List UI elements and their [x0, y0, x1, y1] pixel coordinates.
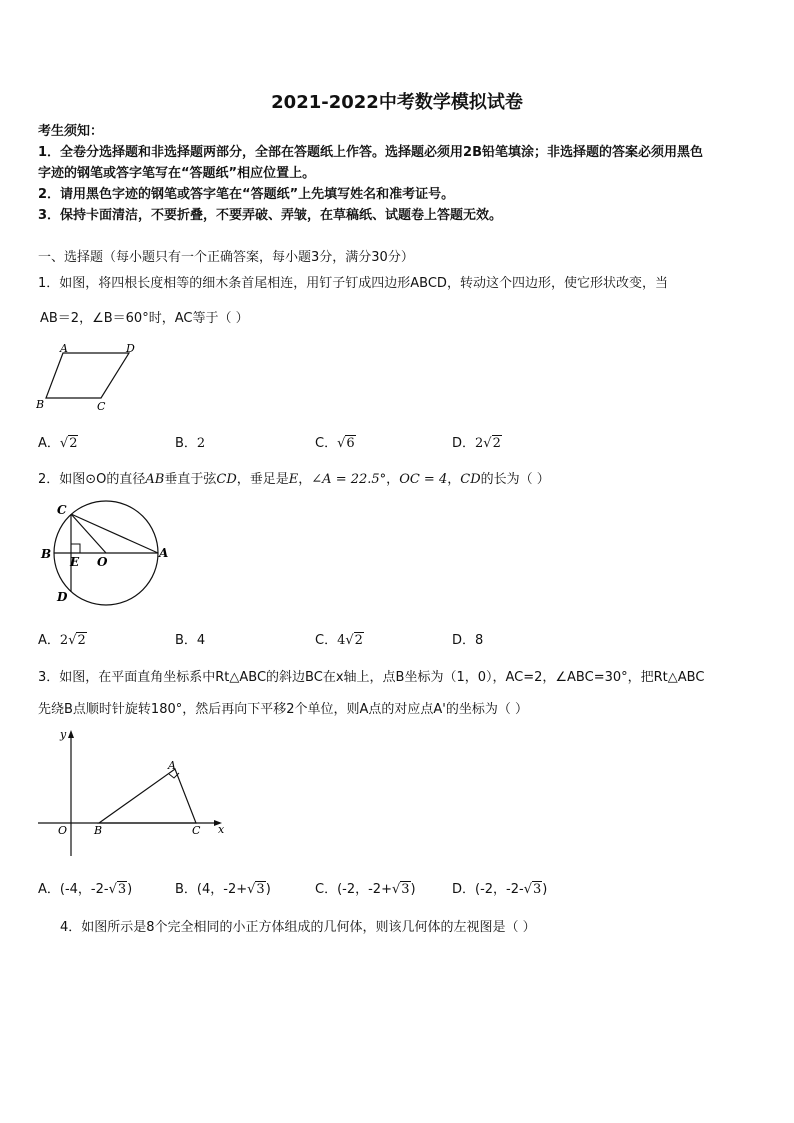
- q2-option-d-prefix: D．: [452, 633, 476, 648]
- q2-option-a-value: 2: [77, 633, 86, 648]
- q2-figure-circle: [36, 500, 176, 610]
- q1-option-d[interactable]: [452, 432, 502, 451]
- q1-option-d-prefix: D．: [452, 436, 476, 451]
- sqrt-icon: √2: [483, 436, 501, 451]
- notice-line-3: 2．请用黑色字迹的钢笔或答字笔在“答题纸”上先填写姓名和准考证号。: [38, 187, 455, 202]
- page-title: 2021-2022中考数学模拟试卷: [271, 92, 523, 113]
- q3-option-b-value: 3: [256, 882, 265, 897]
- q3-option-b-prefix: B．(4，-2+: [175, 882, 248, 897]
- q2-option-c-coef: 4: [337, 633, 346, 648]
- q2-option-b-value: 4: [196, 633, 206, 648]
- q3-line-2: 先绕B点顺时针旋转180°，然后再向下平移2个单位，则A点的对应点A'的坐标为（ ）: [38, 702, 528, 717]
- q3-option-d[interactable]: [452, 878, 547, 897]
- q3-label-c: C: [192, 824, 201, 837]
- q2-option-c[interactable]: [315, 629, 364, 648]
- q2-cd: CD: [216, 472, 237, 487]
- q1-line-1: 1．如图，将四根长度相等的细木条首尾相连，用钉子钉成四边形ABCD，转动这个四边形，使它形状改变，当: [38, 276, 668, 291]
- q2-text-c: ，垂足是: [236, 472, 289, 487]
- sqrt-icon: √3: [391, 882, 410, 897]
- notice-line-2: 字迹的钢笔或答字笔写在“答题纸”相应位置上。: [38, 166, 316, 181]
- q2-label-e: E: [70, 555, 80, 569]
- q2-sep-1: ，: [386, 472, 400, 487]
- q1-option-a[interactable]: [38, 432, 78, 451]
- q1-label-c: C: [97, 400, 106, 413]
- q2-option-a-coef: 2: [59, 633, 69, 648]
- q2-text-e: 的长为（ ）: [480, 472, 550, 487]
- q3-option-d-suffix: ): [542, 882, 548, 897]
- q1-option-c[interactable]: [315, 432, 356, 451]
- q2-ab: AB: [145, 472, 165, 487]
- q2-option-a-prefix: A．: [38, 633, 60, 648]
- q3-label-y: y: [60, 728, 67, 741]
- sqrt-icon: √3: [523, 882, 542, 897]
- q1-option-a-value: 2: [69, 436, 78, 451]
- q2-cd-2: CD: [460, 472, 481, 487]
- q2-label-o: O: [97, 555, 108, 569]
- sqrt-icon: √3: [108, 882, 127, 897]
- q1-option-b[interactable]: [175, 432, 205, 451]
- q3-option-a-suffix: ): [127, 882, 133, 897]
- q2-oc: OC = 4: [399, 472, 448, 487]
- q3-option-c[interactable]: [315, 878, 416, 897]
- q3-option-d-prefix: D．(-2，-2-: [452, 882, 524, 897]
- q2-option-a[interactable]: [38, 629, 87, 648]
- q3-option-a-value: 3: [117, 882, 127, 897]
- q1-option-d-value: 2: [492, 436, 501, 451]
- q1-figure-parallelogram: [36, 342, 146, 414]
- sqrt-icon: √3: [247, 882, 265, 897]
- notice-line-1: 1．全卷分选择题和非选择题两部分，全部在答题纸上作答。选择题必须用2B铅笔填涂；非选择题的答案必须用黑色: [38, 145, 704, 160]
- q1-option-c-value: 6: [346, 436, 355, 451]
- q3-option-a[interactable]: [38, 878, 132, 897]
- section-heading: 一、选择题（每小题只有一个正确答案，每小题3分，满分30分）: [38, 250, 414, 265]
- sqrt-icon: √2: [345, 633, 363, 648]
- q1-option-b-value: 2: [196, 436, 206, 451]
- q2-option-c-value: 2: [354, 633, 363, 648]
- notice-heading: 考生须知：: [38, 124, 104, 139]
- q2-label-d: D: [57, 590, 68, 604]
- q2-label-b: B: [41, 547, 52, 561]
- q2-option-b[interactable]: [175, 629, 205, 648]
- q3-option-a-prefix: A．(-4，-2-: [38, 882, 109, 897]
- q2-text-a: 2．如图⊙O的直径: [38, 472, 146, 487]
- q3-figure-coordinate: [36, 724, 236, 862]
- q1-line-2: AB＝2，∠B＝60°时，AC等于（ ）: [40, 311, 249, 326]
- q3-option-c-prefix: C．(-2，-2+: [315, 882, 392, 897]
- q2-option-b-prefix: B．: [175, 633, 197, 648]
- q2-option-d[interactable]: [452, 629, 483, 648]
- q3-label-a: A: [168, 759, 176, 772]
- q3-label-b: B: [94, 824, 103, 837]
- sqrt-icon: √2: [68, 633, 86, 648]
- q1-label-b: B: [36, 398, 45, 411]
- q2-angle: ∠A = 22.5°: [311, 472, 387, 487]
- q2-sep-2: ，: [447, 472, 461, 487]
- q1-label-a: A: [60, 342, 68, 355]
- q2-label-a: A: [159, 546, 169, 560]
- q3-option-c-suffix: ): [410, 882, 416, 897]
- sqrt-icon: √2: [59, 436, 78, 451]
- q1-label-d: D: [126, 342, 135, 355]
- q4-line-1: 4．如图所示是8个完全相同的小正方体组成的几何体，则该几何体的左视图是（ ）: [60, 920, 536, 935]
- q1-option-a-prefix: A．: [38, 436, 60, 451]
- notice-line-4: 3．保持卡面清洁，不要折叠，不要弄破、弄皱，在草稿纸、试题卷上答题无效。: [38, 208, 503, 223]
- q1-option-d-coef: 2: [475, 436, 484, 451]
- q2-label-c: C: [57, 503, 67, 517]
- q1-option-b-prefix: B．: [175, 436, 197, 451]
- q2-text-b: 垂直于弦: [164, 472, 217, 487]
- q3-option-b-suffix: ): [265, 882, 271, 897]
- q3-option-c-value: 3: [401, 882, 410, 897]
- q3-line-1: 3．如图，在平面直角坐标系中Rt△ABC的斜边BC在x轴上，点B坐标为（1，0），AC=2，∠ABC=30°，把Rt△ABC: [38, 670, 705, 685]
- q2-line-1: [38, 468, 550, 487]
- q3-option-d-value: 3: [533, 882, 542, 897]
- q2-option-c-prefix: C．: [315, 633, 338, 648]
- q2-e: E: [288, 472, 299, 487]
- q3-label-x: x: [218, 823, 225, 836]
- q3-label-o: O: [58, 824, 68, 837]
- q2-text-d: ，: [298, 472, 312, 487]
- sqrt-icon: √6: [337, 436, 355, 451]
- q2-option-d-value: 8: [475, 633, 484, 648]
- q3-option-b[interactable]: [175, 878, 271, 897]
- q1-option-c-prefix: C．: [315, 436, 338, 451]
